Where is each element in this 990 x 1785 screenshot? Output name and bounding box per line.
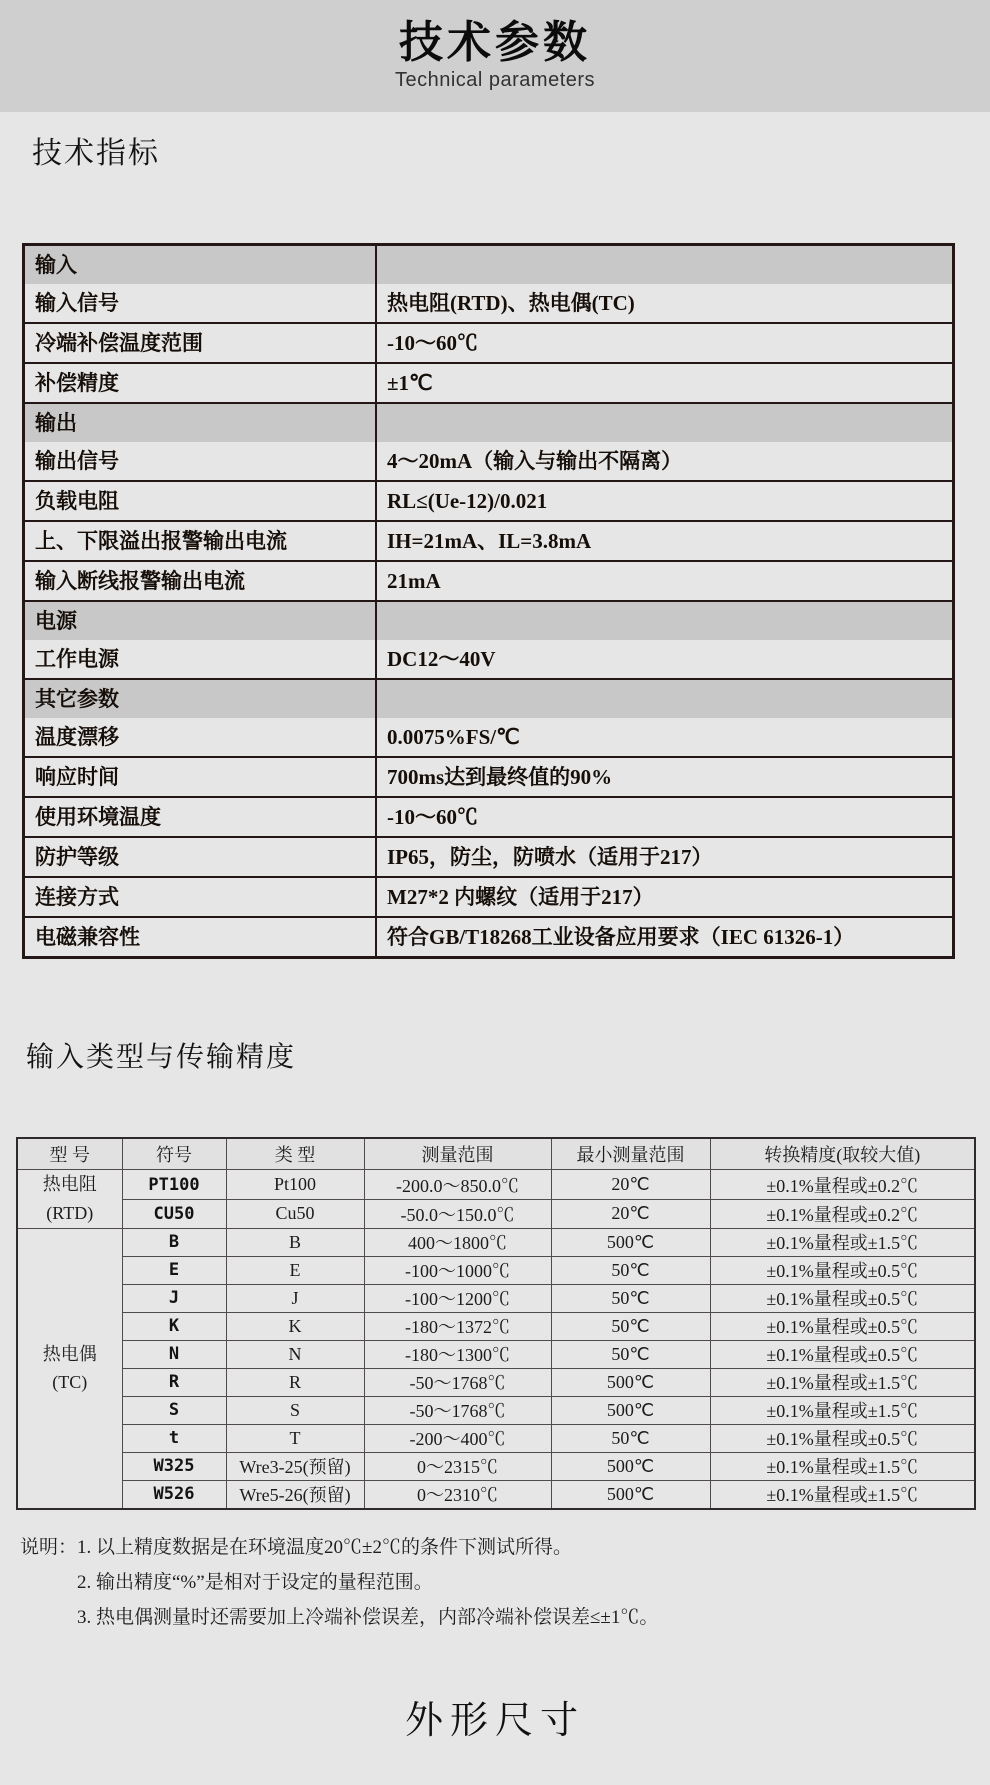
symbol-cell: S	[122, 1396, 226, 1424]
range-cell: -200～400℃	[364, 1424, 551, 1452]
accuracy-header-cell: 符号	[122, 1138, 226, 1170]
accuracy-row	[17, 1480, 975, 1509]
model-group-line: (TC)	[52, 1372, 88, 1393]
accuracy-cell: ±0.1%量程或±0.5℃	[710, 1312, 975, 1340]
min-range-cell: 500℃	[551, 1452, 710, 1480]
type-cell: J	[226, 1284, 364, 1312]
input-types-heading: 输入类型与传输精度	[26, 1041, 297, 1072]
min-range-cell: 50℃	[551, 1312, 710, 1340]
accuracy-header-cell: 型 号	[17, 1138, 122, 1170]
spec-value: DC12～40V	[376, 640, 954, 679]
min-range-cell: 50℃	[551, 1284, 710, 1312]
spec-label: 其它参数	[24, 679, 377, 718]
range-cell: -100～1000℃	[364, 1256, 551, 1284]
symbol-cell: J	[122, 1284, 226, 1312]
type-cell: Cu50	[226, 1199, 364, 1228]
spec-label: 电源	[24, 601, 377, 640]
spec-label: 响应时间	[24, 757, 377, 797]
range-cell: -50.0～150.0℃	[364, 1199, 551, 1228]
spec-row	[24, 284, 954, 323]
accuracy-table-body	[17, 1170, 975, 1509]
accuracy-table	[16, 1137, 976, 1510]
spec-value: -10～60℃	[376, 323, 954, 363]
accuracy-cell: ±0.1%量程或±0.5℃	[710, 1424, 975, 1452]
spec-label: 使用环境温度	[24, 797, 377, 837]
spec-value: IP65，防尘，防喷水（适用于217）	[376, 837, 954, 877]
accuracy-row	[17, 1312, 975, 1340]
spec-row	[24, 797, 954, 837]
notes-block	[20, 1530, 990, 1635]
spec-table	[22, 243, 955, 959]
spec-label: 负载电阻	[24, 481, 377, 521]
spec-label: 冷端补偿温度范围	[24, 323, 377, 363]
spec-label: 输入信号	[24, 284, 377, 323]
spec-label: 补偿精度	[24, 363, 377, 403]
spec-value: RL≤(Ue-12)/0.021	[376, 481, 954, 521]
accuracy-row	[17, 1199, 975, 1228]
symbol-cell: R	[122, 1368, 226, 1396]
symbol-cell: E	[122, 1256, 226, 1284]
spec-value: 热电阻(RTD)、热电偶(TC)	[376, 284, 954, 323]
spec-row	[24, 323, 954, 363]
spec-row	[24, 521, 954, 561]
min-range-cell: 500℃	[551, 1228, 710, 1256]
dimensions-heading: 外形尺寸	[404, 1699, 585, 1742]
model-group-line: 热电偶	[42, 1343, 97, 1364]
spec-row	[24, 363, 954, 403]
accuracy-row	[17, 1256, 975, 1284]
type-cell: B	[226, 1228, 364, 1256]
symbol-cell: B	[122, 1228, 226, 1256]
accuracy-header-cell: 类 型	[226, 1138, 364, 1170]
symbol-cell: N	[122, 1340, 226, 1368]
symbol-cell: W526	[122, 1480, 226, 1509]
spec-section-row	[24, 245, 954, 285]
spec-section-row	[24, 679, 954, 718]
note-line-2	[77, 1565, 990, 1600]
accuracy-cell: ±0.1%量程或±0.5℃	[710, 1256, 975, 1284]
accuracy-cell: ±0.1%量程或±1.5℃	[710, 1452, 975, 1480]
symbol-cell: t	[122, 1424, 226, 1452]
spec-value	[376, 245, 954, 285]
spec-value: ±1℃	[376, 363, 954, 403]
type-cell: N	[226, 1340, 364, 1368]
spec-label: 防护等级	[24, 837, 377, 877]
note-line-3	[77, 1600, 990, 1635]
spec-value: M27*2 内螺纹（适用于217）	[376, 877, 954, 917]
spec-row	[24, 442, 954, 481]
page-subtitle: Technical parameters	[394, 69, 596, 92]
spec-row	[24, 877, 954, 917]
accuracy-cell: ±0.1%量程或±1.5℃	[710, 1228, 975, 1256]
accuracy-cell: ±0.1%量程或±1.5℃	[710, 1480, 975, 1509]
spec-row	[24, 837, 954, 877]
type-cell: T	[226, 1424, 364, 1452]
model-group-line: 热电阻	[42, 1174, 97, 1195]
accuracy-cell: ±0.1%量程或±0.5℃	[710, 1284, 975, 1312]
accuracy-row	[17, 1452, 975, 1480]
header-banner	[0, 0, 990, 112]
accuracy-row	[17, 1424, 975, 1452]
accuracy-header-cell: 最小测量范围	[551, 1138, 710, 1170]
spec-row	[24, 561, 954, 601]
type-cell: K	[226, 1312, 364, 1340]
type-cell: Wre5-26(预留)	[226, 1480, 364, 1509]
range-cell: -180～1300℃	[364, 1340, 551, 1368]
type-cell: R	[226, 1368, 364, 1396]
spec-section-row	[24, 601, 954, 640]
min-range-cell: 500℃	[551, 1368, 710, 1396]
symbol-cell: PT100	[122, 1170, 226, 1199]
type-cell: Pt100	[226, 1170, 364, 1199]
page-title: 技术参数	[399, 17, 591, 67]
spec-label: 温度漂移	[24, 718, 377, 757]
note-item: 1. 以上精度数据是在环境温度20℃±2℃的条件下测试所得。	[77, 1536, 572, 1558]
spec-value	[376, 403, 954, 442]
spec-value: 700ms达到最终值的90%	[376, 757, 954, 797]
model-group-cell	[17, 1170, 122, 1229]
range-cell: -200.0～850.0℃	[364, 1170, 551, 1199]
symbol-cell: CU50	[122, 1199, 226, 1228]
range-cell: 0～2310℃	[364, 1480, 551, 1509]
model-group-line: (RTD)	[46, 1203, 94, 1224]
spec-row	[24, 640, 954, 679]
spec-table-body	[24, 245, 954, 958]
accuracy-cell: ±0.1%量程或±0.2℃	[710, 1199, 975, 1228]
type-cell: E	[226, 1256, 364, 1284]
spec-row	[24, 718, 954, 757]
symbol-cell: K	[122, 1312, 226, 1340]
min-range-cell: 50℃	[551, 1424, 710, 1452]
range-cell: 0～2315℃	[364, 1452, 551, 1480]
spec-row	[24, 757, 954, 797]
range-cell: -50～1768℃	[364, 1396, 551, 1424]
spec-value	[376, 679, 954, 718]
accuracy-row	[17, 1228, 975, 1256]
accuracy-row	[17, 1340, 975, 1368]
range-cell: 400～1800℃	[364, 1228, 551, 1256]
spec-label: 输出信号	[24, 442, 377, 481]
spec-label: 工作电源	[24, 640, 377, 679]
note-line-1	[20, 1530, 990, 1565]
tech-specs-heading: 技术指标	[32, 137, 160, 170]
range-cell: -100～1200℃	[364, 1284, 551, 1312]
accuracy-header-cell: 测量范围	[364, 1138, 551, 1170]
accuracy-row	[17, 1284, 975, 1312]
min-range-cell: 20℃	[551, 1199, 710, 1228]
spec-value: -10～60℃	[376, 797, 954, 837]
spec-row	[24, 481, 954, 521]
note-item: 2. 输出精度“%”是相对于设定的量程范围。	[77, 1571, 433, 1593]
model-group-cell	[17, 1228, 122, 1509]
accuracy-cell: ±0.1%量程或±1.5℃	[710, 1368, 975, 1396]
min-range-cell: 500℃	[551, 1480, 710, 1509]
spec-label: 连接方式	[24, 877, 377, 917]
accuracy-cell: ±0.1%量程或±1.5℃	[710, 1396, 975, 1424]
accuracy-table-head-row	[17, 1138, 975, 1170]
type-cell: Wre3-25(预留)	[226, 1452, 364, 1480]
type-cell: S	[226, 1396, 364, 1424]
spec-value: IH=21mA、IL=3.8mA	[376, 521, 954, 561]
range-cell: -180～1372℃	[364, 1312, 551, 1340]
range-cell: -50～1768℃	[364, 1368, 551, 1396]
spec-label: 电磁兼容性	[24, 917, 377, 958]
accuracy-cell: ±0.1%量程或±0.2℃	[710, 1170, 975, 1199]
spec-label: 输入	[24, 245, 377, 285]
accuracy-cell: ±0.1%量程或±0.5℃	[710, 1340, 975, 1368]
notes-prefix: 说明：	[20, 1536, 78, 1558]
accuracy-row	[17, 1368, 975, 1396]
spec-value: 4～20mA（输入与输出不隔离）	[376, 442, 954, 481]
spec-label: 输入断线报警输出电流	[24, 561, 377, 601]
accuracy-row	[17, 1170, 975, 1199]
symbol-cell: W325	[122, 1452, 226, 1480]
spec-value	[376, 601, 954, 640]
spec-value: 0.0075%FS/℃	[376, 718, 954, 757]
spec-section-row	[24, 403, 954, 442]
spec-value: 符合GB/T18268工业设备应用要求（IEC 61326-1）	[376, 917, 954, 958]
accuracy-header-cell: 转换精度(取较大值)	[710, 1138, 975, 1170]
spec-label: 输出	[24, 403, 377, 442]
spec-value: 21mA	[376, 561, 954, 601]
min-range-cell: 500℃	[551, 1396, 710, 1424]
min-range-cell: 50℃	[551, 1256, 710, 1284]
accuracy-row	[17, 1396, 975, 1424]
note-item: 3. 热电偶测量时还需要加上冷端补偿误差，内部冷端补偿误差≤±1℃。	[77, 1606, 659, 1628]
min-range-cell: 50℃	[551, 1340, 710, 1368]
spec-label: 上、下限溢出报警输出电流	[24, 521, 377, 561]
min-range-cell: 20℃	[551, 1170, 710, 1199]
spec-row	[24, 917, 954, 958]
